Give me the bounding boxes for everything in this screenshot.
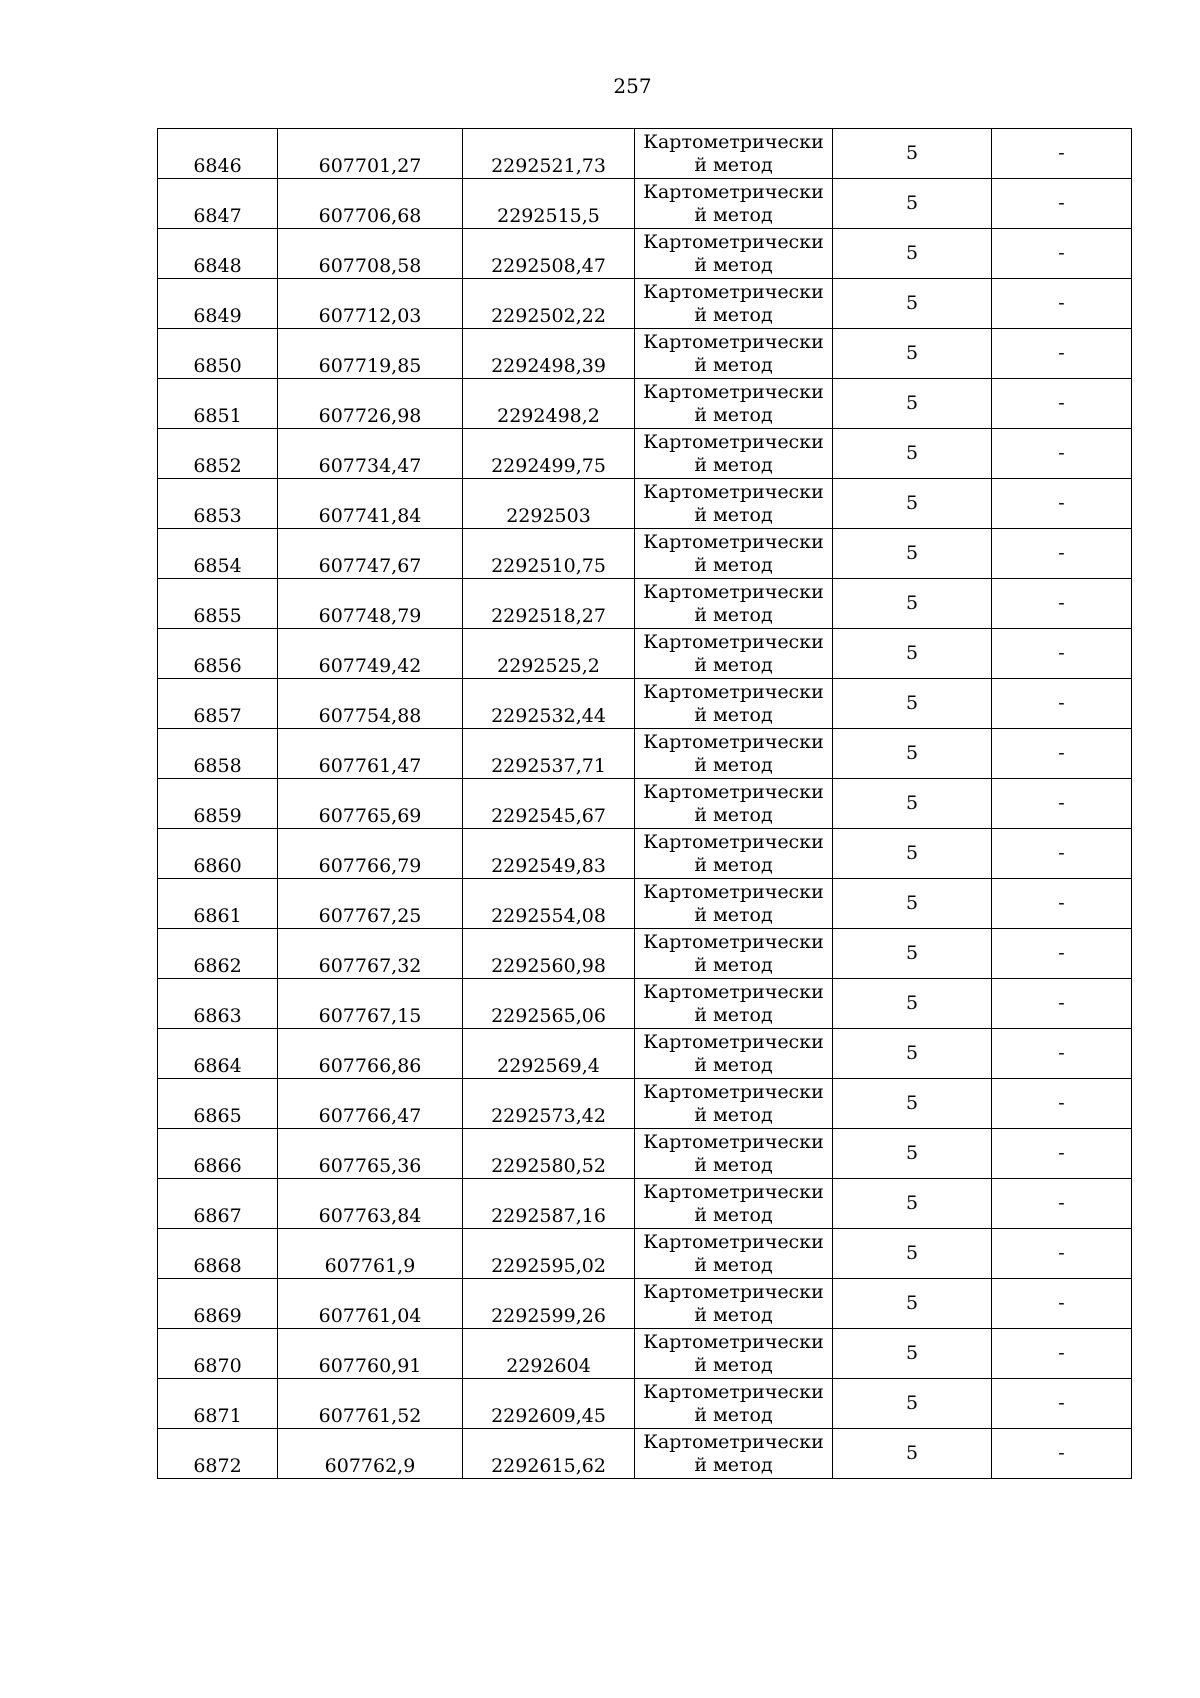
method-line-2: й метод <box>694 403 773 426</box>
coordinate-x-cell: 607766,79 <box>278 829 463 879</box>
note-cell: - <box>992 979 1132 1029</box>
method-line-2: й метод <box>694 1153 773 1176</box>
method-line-1: Картометрически <box>643 1230 824 1253</box>
note-cell: - <box>992 1429 1132 1479</box>
method-cell <box>635 929 833 979</box>
method-line-2: й метод <box>694 203 773 226</box>
method-cell <box>635 529 833 579</box>
note-cell: - <box>992 329 1132 379</box>
point-number-cell: 6851 <box>158 379 278 429</box>
method-cell <box>635 629 833 679</box>
accuracy-cell: 5 <box>833 429 992 479</box>
method-line-1: Картометрически <box>643 1180 824 1203</box>
method-cell <box>635 229 833 279</box>
coordinate-x-cell: 607760,91 <box>278 1329 463 1379</box>
coordinate-y-cell: 2292515,5 <box>463 179 635 229</box>
coordinate-y-cell: 2292615,62 <box>463 1429 635 1479</box>
table-row <box>158 679 1132 729</box>
coordinate-x-cell: 607706,68 <box>278 179 463 229</box>
method-line-1: Картометрически <box>643 730 824 753</box>
coordinate-y-cell: 2292549,83 <box>463 829 635 879</box>
method-cell <box>635 429 833 479</box>
method-line-2: й метод <box>694 953 773 976</box>
coordinate-y-cell: 2292503 <box>463 479 635 529</box>
method-line-2: й метод <box>694 1003 773 1026</box>
coordinate-y-cell: 2292498,2 <box>463 379 635 429</box>
accuracy-cell: 5 <box>833 179 992 229</box>
accuracy-cell: 5 <box>833 729 992 779</box>
coordinate-x-cell: 607766,86 <box>278 1029 463 1079</box>
note-cell: - <box>992 1379 1132 1429</box>
method-line-2: й метод <box>694 353 773 376</box>
note-cell: - <box>992 1079 1132 1129</box>
table-row <box>158 1029 1132 1079</box>
note-cell: - <box>992 629 1132 679</box>
table-row <box>158 1129 1132 1179</box>
accuracy-cell: 5 <box>833 879 992 929</box>
coordinate-x-cell: 607766,47 <box>278 1079 463 1129</box>
method-cell <box>635 1179 833 1229</box>
method-line-1: Картометрически <box>643 380 824 403</box>
point-number-cell: 6867 <box>158 1179 278 1229</box>
method-line-1: Картометрически <box>643 1380 824 1403</box>
accuracy-cell: 5 <box>833 629 992 679</box>
coordinate-y-cell: 2292545,67 <box>463 779 635 829</box>
coordinate-y-cell: 2292518,27 <box>463 579 635 629</box>
method-line-1: Картометрически <box>643 1130 824 1153</box>
coordinate-x-cell: 607767,15 <box>278 979 463 1029</box>
table-row <box>158 579 1132 629</box>
method-line-2: й метод <box>694 1053 773 1076</box>
accuracy-cell: 5 <box>833 329 992 379</box>
coordinate-x-cell: 607741,84 <box>278 479 463 529</box>
accuracy-cell: 5 <box>833 1279 992 1329</box>
point-number-cell: 6855 <box>158 579 278 629</box>
method-line-1: Картометрически <box>643 930 824 953</box>
method-line-2: й метод <box>694 653 773 676</box>
coordinate-x-cell: 607701,27 <box>278 129 463 179</box>
point-number-cell: 6859 <box>158 779 278 829</box>
accuracy-cell: 5 <box>833 1179 992 1229</box>
point-number-cell: 6860 <box>158 829 278 879</box>
method-line-1: Картометрически <box>643 630 824 653</box>
point-number-cell: 6866 <box>158 1129 278 1179</box>
coordinate-x-cell: 607761,52 <box>278 1379 463 1429</box>
method-line-2: й метод <box>694 903 773 926</box>
note-cell: - <box>992 229 1132 279</box>
coordinate-y-cell: 2292510,75 <box>463 529 635 579</box>
method-cell <box>635 879 833 929</box>
coordinate-x-cell: 607765,36 <box>278 1129 463 1179</box>
page-number: 257 <box>613 74 652 98</box>
coordinate-x-cell: 607765,69 <box>278 779 463 829</box>
point-number-cell: 6854 <box>158 529 278 579</box>
method-line-1: Картометрически <box>643 980 824 1003</box>
coordinate-y-cell: 2292521,73 <box>463 129 635 179</box>
table-row <box>158 729 1132 779</box>
point-number-cell: 6849 <box>158 279 278 329</box>
method-line-2: й метод <box>694 503 773 526</box>
method-line-2: й метод <box>694 603 773 626</box>
coordinate-y-cell: 2292587,16 <box>463 1179 635 1229</box>
method-cell <box>635 179 833 229</box>
note-cell: - <box>992 829 1132 879</box>
coordinate-y-cell: 2292554,08 <box>463 879 635 929</box>
accuracy-cell: 5 <box>833 829 992 879</box>
coordinate-y-cell: 2292525,2 <box>463 629 635 679</box>
table-row <box>158 1329 1132 1379</box>
accuracy-cell: 5 <box>833 1129 992 1179</box>
method-cell <box>635 1329 833 1379</box>
accuracy-cell: 5 <box>833 1329 992 1379</box>
method-cell <box>635 1029 833 1079</box>
coordinate-x-cell: 607749,42 <box>278 629 463 679</box>
note-cell: - <box>992 1179 1132 1229</box>
method-line-1: Картометрически <box>643 480 824 503</box>
method-cell <box>635 379 833 429</box>
note-cell: - <box>992 279 1132 329</box>
point-number-cell: 6862 <box>158 929 278 979</box>
method-cell <box>635 479 833 529</box>
note-cell: - <box>992 679 1132 729</box>
coordinate-y-cell: 2292580,52 <box>463 1129 635 1179</box>
table-row <box>158 1079 1132 1129</box>
point-number-cell: 6858 <box>158 729 278 779</box>
coordinate-x-cell: 607748,79 <box>278 579 463 629</box>
method-line-1: Картометрически <box>643 530 824 553</box>
note-cell: - <box>992 929 1132 979</box>
method-cell <box>635 329 833 379</box>
note-cell: - <box>992 1279 1132 1329</box>
method-line-2: й метод <box>694 553 773 576</box>
point-number-cell: 6846 <box>158 129 278 179</box>
accuracy-cell: 5 <box>833 129 992 179</box>
coordinate-x-cell: 607747,67 <box>278 529 463 579</box>
accuracy-cell: 5 <box>833 1229 992 1279</box>
table-row <box>158 1229 1132 1279</box>
method-line-2: й метод <box>694 803 773 826</box>
method-line-1: Картометрически <box>643 1430 824 1453</box>
table-row <box>158 379 1132 429</box>
note-cell: - <box>992 1229 1132 1279</box>
table-row <box>158 479 1132 529</box>
point-number-cell: 6868 <box>158 1229 278 1279</box>
method-line-1: Картометрически <box>643 1030 824 1053</box>
note-cell: - <box>992 429 1132 479</box>
point-number-cell: 6857 <box>158 679 278 729</box>
coordinate-x-cell: 607762,9 <box>278 1429 463 1479</box>
method-line-1: Картометрически <box>643 1280 824 1303</box>
method-cell <box>635 1129 833 1179</box>
coordinate-y-cell: 2292502,22 <box>463 279 635 329</box>
point-number-cell: 6848 <box>158 229 278 279</box>
table-row <box>158 1279 1132 1329</box>
note-cell: - <box>992 479 1132 529</box>
coordinate-y-cell: 2292573,42 <box>463 1079 635 1129</box>
point-number-cell: 6865 <box>158 1079 278 1129</box>
method-cell <box>635 979 833 1029</box>
accuracy-cell: 5 <box>833 529 992 579</box>
coordinate-x-cell: 607767,32 <box>278 929 463 979</box>
coordinate-x-cell: 607708,58 <box>278 229 463 279</box>
table-row <box>158 529 1132 579</box>
method-line-1: Картометрически <box>643 230 824 253</box>
method-line-2: й метод <box>694 153 773 176</box>
coordinate-y-cell: 2292609,45 <box>463 1379 635 1429</box>
point-number-cell: 6869 <box>158 1279 278 1329</box>
accuracy-cell: 5 <box>833 379 992 429</box>
accuracy-cell: 5 <box>833 1379 992 1429</box>
method-cell <box>635 779 833 829</box>
method-line-2: й метод <box>694 1303 773 1326</box>
method-line-1: Картометрически <box>643 1080 824 1103</box>
method-cell <box>635 579 833 629</box>
note-cell: - <box>992 1129 1132 1179</box>
coordinate-x-cell: 607754,88 <box>278 679 463 729</box>
method-line-2: й метод <box>694 1103 773 1126</box>
method-cell <box>635 729 833 779</box>
table-row <box>158 179 1132 229</box>
coordinate-y-cell: 2292560,98 <box>463 929 635 979</box>
note-cell: - <box>992 879 1132 929</box>
table-row <box>158 929 1132 979</box>
method-line-2: й метод <box>694 1453 773 1476</box>
point-number-cell: 6871 <box>158 1379 278 1429</box>
method-line-1: Картометрически <box>643 330 824 353</box>
accuracy-cell: 5 <box>833 579 992 629</box>
coordinate-y-cell: 2292508,47 <box>463 229 635 279</box>
coordinate-x-cell: 607767,25 <box>278 879 463 929</box>
table-row <box>158 979 1132 1029</box>
point-number-cell: 6853 <box>158 479 278 529</box>
method-line-2: й метод <box>694 1203 773 1226</box>
method-line-1: Картометрически <box>643 580 824 603</box>
method-line-1: Картометрически <box>643 280 824 303</box>
table-row <box>158 779 1132 829</box>
coordinate-y-cell: 2292532,44 <box>463 679 635 729</box>
coordinate-y-cell: 2292604 <box>463 1329 635 1379</box>
method-cell <box>635 1079 833 1129</box>
method-cell <box>635 1279 833 1329</box>
note-cell: - <box>992 379 1132 429</box>
note-cell: - <box>992 129 1132 179</box>
table-row <box>158 279 1132 329</box>
table-row <box>158 229 1132 279</box>
coordinate-x-cell: 607712,03 <box>278 279 463 329</box>
accuracy-cell: 5 <box>833 279 992 329</box>
method-cell <box>635 1229 833 1279</box>
method-line-2: й метод <box>694 303 773 326</box>
method-line-2: й метод <box>694 1403 773 1426</box>
accuracy-cell: 5 <box>833 979 992 1029</box>
point-number-cell: 6872 <box>158 1429 278 1479</box>
method-line-2: й метод <box>694 1353 773 1376</box>
coordinate-x-cell: 607761,47 <box>278 729 463 779</box>
method-line-2: й метод <box>694 703 773 726</box>
coordinate-y-cell: 2292498,39 <box>463 329 635 379</box>
table-row <box>158 879 1132 929</box>
note-cell: - <box>992 579 1132 629</box>
point-number-cell: 6850 <box>158 329 278 379</box>
accuracy-cell: 5 <box>833 929 992 979</box>
accuracy-cell: 5 <box>833 229 992 279</box>
point-number-cell: 6864 <box>158 1029 278 1079</box>
coordinate-x-cell: 607761,04 <box>278 1279 463 1329</box>
accuracy-cell: 5 <box>833 779 992 829</box>
table-row <box>158 329 1132 379</box>
method-cell <box>635 1429 833 1479</box>
table-row <box>158 1179 1132 1229</box>
method-line-1: Картометрически <box>643 830 824 853</box>
method-cell <box>635 829 833 879</box>
table-row <box>158 829 1132 879</box>
method-line-1: Картометрически <box>643 780 824 803</box>
point-number-cell: 6856 <box>158 629 278 679</box>
point-number-cell: 6861 <box>158 879 278 929</box>
accuracy-cell: 5 <box>833 679 992 729</box>
method-cell <box>635 279 833 329</box>
coordinate-y-cell: 2292565,06 <box>463 979 635 1029</box>
coordinates-table <box>157 128 1132 1479</box>
point-number-cell: 6870 <box>158 1329 278 1379</box>
table-row <box>158 1429 1132 1479</box>
coordinate-y-cell: 2292537,71 <box>463 729 635 779</box>
point-number-cell: 6847 <box>158 179 278 229</box>
note-cell: - <box>992 779 1132 829</box>
table-row <box>158 629 1132 679</box>
method-line-2: й метод <box>694 853 773 876</box>
coordinate-x-cell: 607726,98 <box>278 379 463 429</box>
coordinate-y-cell: 2292499,75 <box>463 429 635 479</box>
method-line-1: Картометрически <box>643 680 824 703</box>
method-cell <box>635 679 833 729</box>
method-line-1: Картометрически <box>643 880 824 903</box>
coordinate-x-cell: 607734,47 <box>278 429 463 479</box>
coordinates-table-body <box>158 129 1132 1479</box>
method-cell <box>635 1379 833 1429</box>
method-line-1: Картометрически <box>643 130 824 153</box>
point-number-cell: 6863 <box>158 979 278 1029</box>
coordinate-y-cell: 2292599,26 <box>463 1279 635 1329</box>
method-line-1: Картометрически <box>643 1330 824 1353</box>
coordinate-y-cell: 2292569,4 <box>463 1029 635 1079</box>
accuracy-cell: 5 <box>833 1029 992 1079</box>
accuracy-cell: 5 <box>833 1429 992 1479</box>
table-row <box>158 1379 1132 1429</box>
table-row <box>158 129 1132 179</box>
method-line-2: й метод <box>694 1253 773 1276</box>
method-line-2: й метод <box>694 453 773 476</box>
coordinate-x-cell: 607719,85 <box>278 329 463 379</box>
method-line-2: й метод <box>694 253 773 276</box>
method-line-1: Картометрически <box>643 180 824 203</box>
table-row <box>158 429 1132 479</box>
coordinate-x-cell: 607763,84 <box>278 1179 463 1229</box>
note-cell: - <box>992 529 1132 579</box>
coordinate-y-cell: 2292595,02 <box>463 1229 635 1279</box>
method-cell <box>635 129 833 179</box>
accuracy-cell: 5 <box>833 1079 992 1129</box>
method-line-2: й метод <box>694 753 773 776</box>
note-cell: - <box>992 1329 1132 1379</box>
point-number-cell: 6852 <box>158 429 278 479</box>
coordinate-x-cell: 607761,9 <box>278 1229 463 1279</box>
note-cell: - <box>992 729 1132 779</box>
method-line-1: Картометрически <box>643 430 824 453</box>
note-cell: - <box>992 1029 1132 1079</box>
accuracy-cell: 5 <box>833 479 992 529</box>
note-cell: - <box>992 179 1132 229</box>
